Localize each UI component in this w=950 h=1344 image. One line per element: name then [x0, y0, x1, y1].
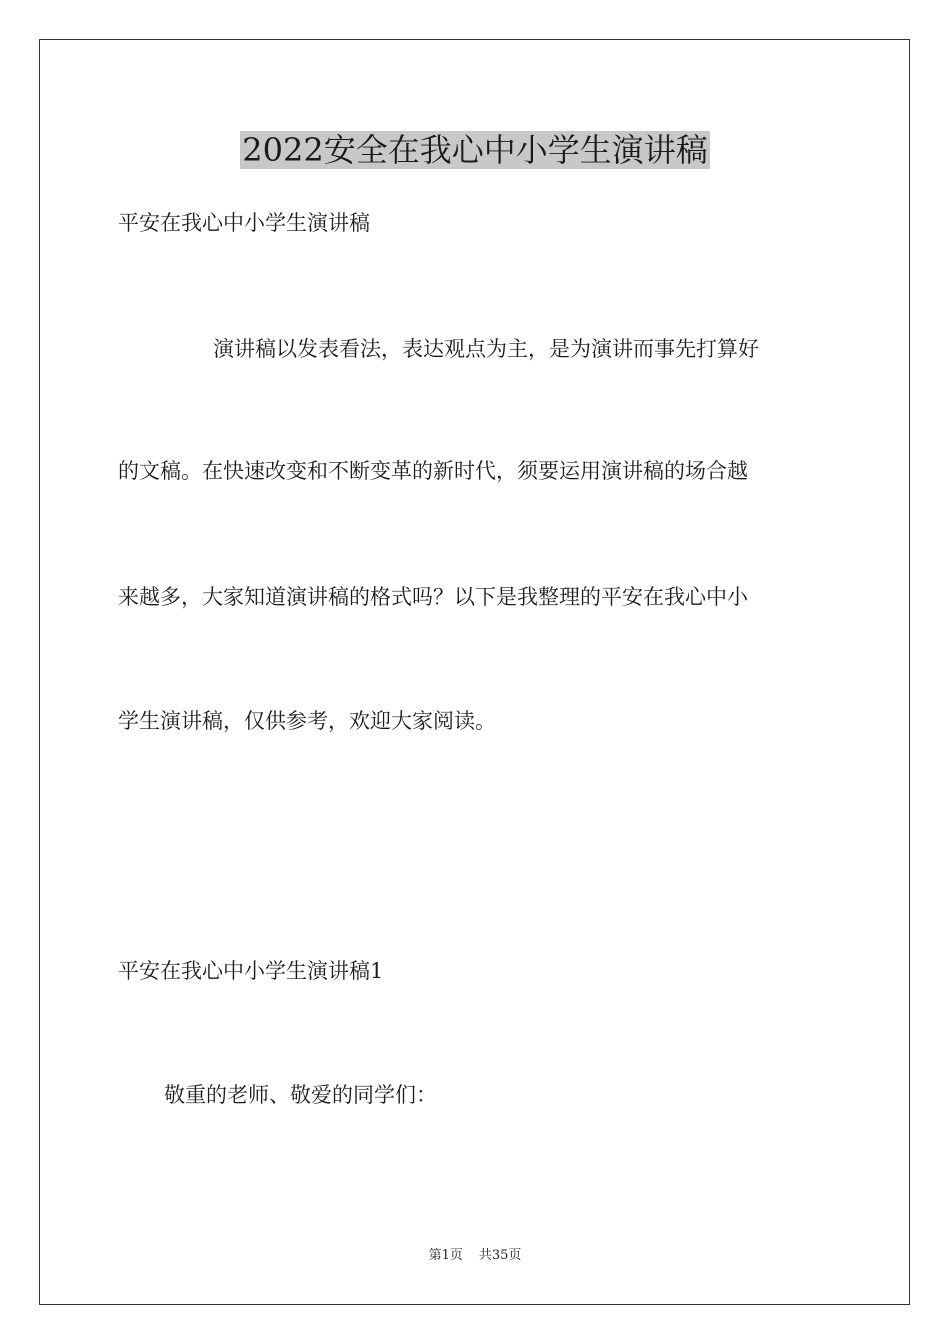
intro-line-3: 来越多，大家知道演讲稿的格式吗？以下是我整理的平安在我心中小	[118, 585, 748, 609]
page-number: 第1页	[428, 1248, 463, 1263]
salutation: 敬重的老师、敬爱的同学们：	[164, 1083, 437, 1107]
section-heading: 平安在我心中小学生演讲稿1	[118, 959, 384, 983]
page-total: 共35页	[478, 1248, 522, 1263]
page-footer	[0, 1247, 950, 1265]
document-title	[0, 128, 950, 172]
document-subtitle: 平安在我心中小学生演讲稿	[118, 211, 370, 235]
intro-line-2: 的文稿。在快速改变和不断变革的新时代，须要运用演讲稿的场合越	[118, 459, 748, 483]
document-title-text: 2022安全在我心中小学生演讲稿	[242, 131, 708, 169]
intro-line-4: 学生演讲稿，仅供参考，欢迎大家阅读。	[118, 709, 496, 733]
intro-line-1: 演讲稿以发表看法，表达观点为主，是为演讲而事先打算好	[213, 337, 759, 361]
